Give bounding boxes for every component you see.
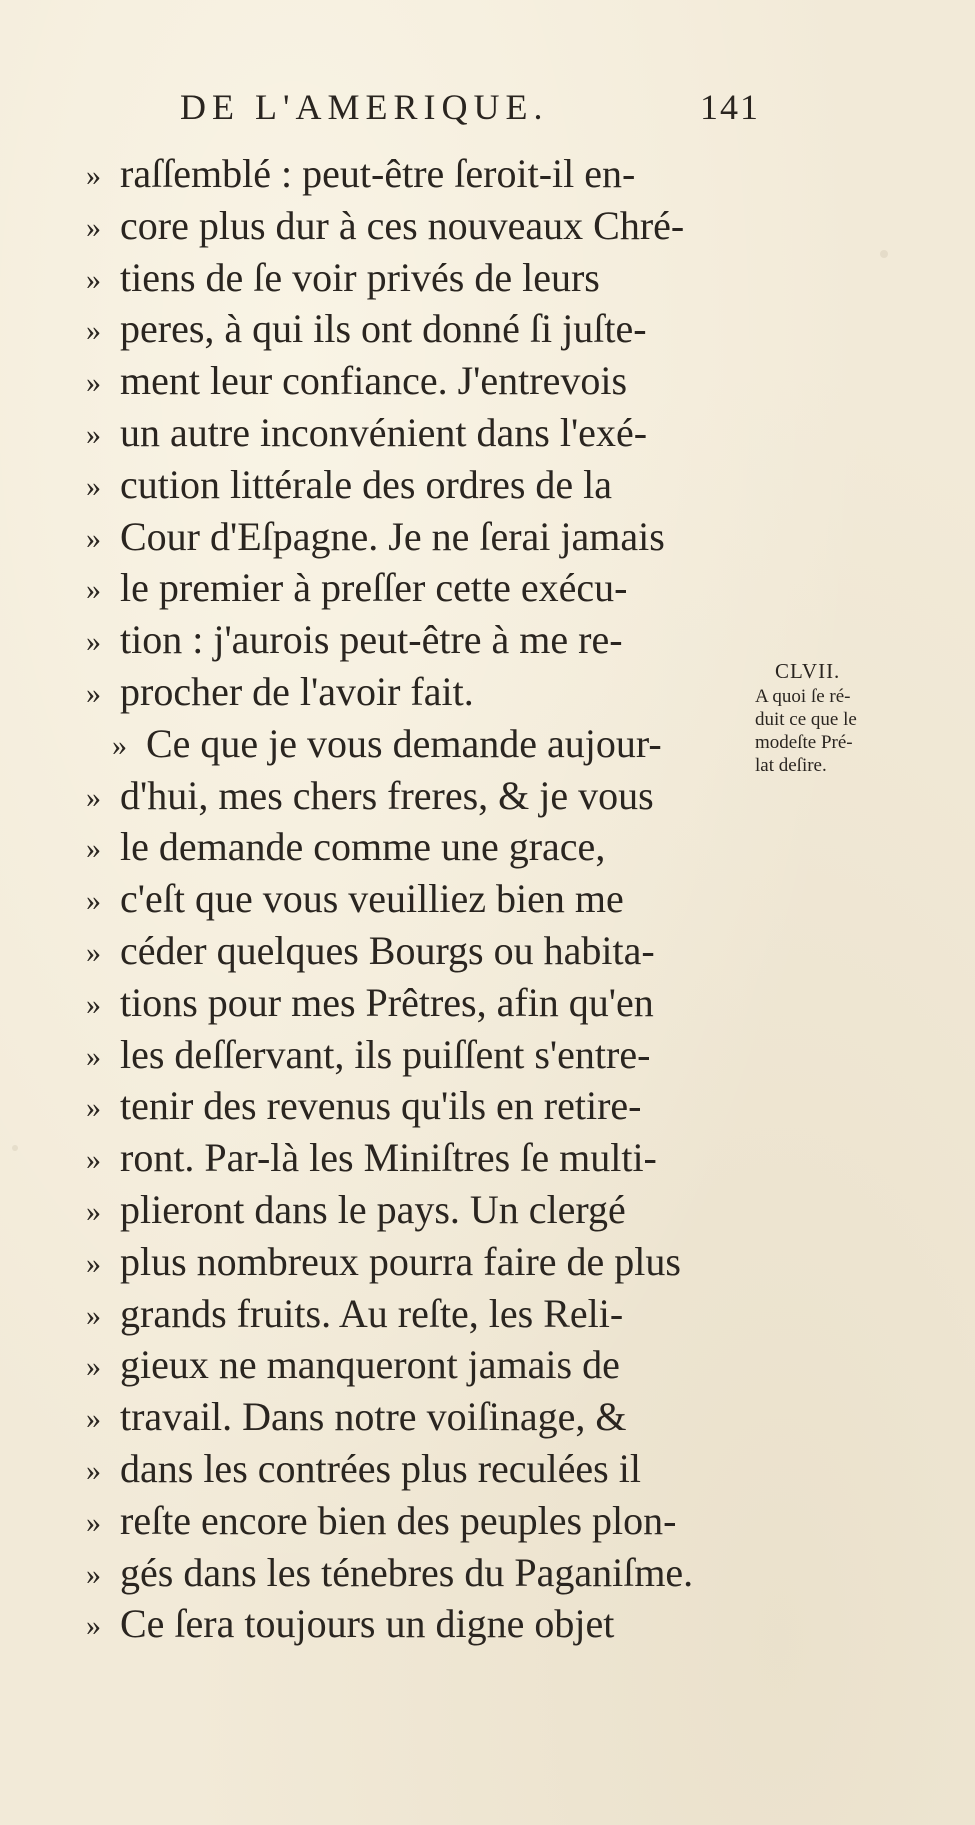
body-text: [86, 148, 746, 1650]
quote-mark: »: [86, 625, 101, 659]
paper-stain: [880, 250, 888, 258]
quote-mark: »: [86, 159, 101, 192]
line-text: c'eſt que vous veuilliez bien me: [120, 876, 624, 922]
text-line: [86, 252, 746, 304]
line-text: tions pour mes Prêtres, afin qu'en: [120, 979, 654, 1025]
quote-mark: »: [86, 1194, 101, 1228]
quote-mark: »: [86, 1453, 101, 1487]
page-header: [180, 86, 760, 136]
quote-mark: »: [86, 1505, 101, 1539]
margin-note-number: CLVII.: [775, 659, 841, 683]
quote-mark: »: [86, 987, 101, 1021]
line-text: plieront dans le pays. Un clergé: [120, 1186, 626, 1232]
line-text: Cour d'Eſpagne. Je ne ſerai jamais: [120, 513, 665, 559]
quote-mark: »: [86, 1402, 101, 1436]
text-line: [86, 355, 746, 407]
line-text: procher de l'avoir fait.: [120, 668, 474, 714]
margin-note-line: lat deſire.: [755, 755, 827, 776]
text-line: [86, 1184, 746, 1236]
line-text: Ce que je vous demande aujour-: [146, 720, 662, 766]
text-line: [86, 459, 746, 511]
text-line: [86, 200, 746, 252]
line-text: céder quelques Bourgs ou habita-: [120, 927, 655, 973]
text-line: [86, 148, 746, 200]
text-line: [86, 614, 746, 666]
text-line: [86, 666, 746, 718]
text-line: [86, 925, 746, 977]
quote-mark: »: [112, 728, 127, 762]
line-text: ront. Par-là les Miniſtres ſe multi-: [120, 1135, 657, 1181]
line-text: les deſſervant, ils puiſſent s'entre-: [120, 1031, 651, 1077]
line-text: tiens de ſe voir privés de leurs: [120, 254, 600, 300]
margin-note-line: duit ce que le: [755, 709, 857, 730]
running-title: DE L'AMERIQUE.: [180, 87, 549, 127]
text-line: [86, 1391, 746, 1443]
quote-mark: »: [86, 521, 101, 555]
line-text: cution littérale des ordres de la: [120, 461, 613, 507]
text-line: [86, 770, 746, 822]
margin-note-line: A quoi ſe ré-: [755, 686, 851, 707]
quote-mark: »: [86, 884, 101, 918]
quote-mark: »: [86, 1091, 101, 1125]
quote-mark: »: [86, 1557, 101, 1591]
line-text: peres, à qui ils ont donné ſi juſte-: [120, 306, 647, 352]
line-text: reſte encore bien des peuples plon-: [120, 1497, 677, 1543]
text-line: [86, 1339, 746, 1391]
line-text: ment leur confiance. J'entrevois: [120, 358, 628, 404]
line-text: tion : j'aurois peut-être à me re-: [120, 617, 623, 663]
text-line: [86, 1598, 746, 1650]
text-line: [86, 1547, 746, 1599]
line-text: raſſemblé : peut-être ſeroit-il en-: [120, 151, 636, 196]
text-line: [86, 562, 746, 614]
quote-mark: »: [86, 1246, 101, 1280]
text-line: [86, 1236, 746, 1288]
quote-mark: »: [86, 573, 101, 607]
line-text: le demande comme une grace,: [120, 824, 606, 870]
text-line: [86, 873, 746, 925]
quote-mark: »: [86, 1350, 101, 1384]
quote-mark: »: [86, 314, 101, 348]
quote-mark: »: [86, 210, 101, 244]
quote-mark: »: [86, 780, 101, 814]
margin-note: [755, 660, 955, 777]
text-line: [86, 1080, 746, 1132]
text-line: [86, 977, 746, 1029]
quote-mark: »: [86, 262, 101, 296]
quote-mark: »: [86, 417, 101, 451]
line-text: d'hui, mes chers freres, & je vous: [120, 772, 654, 818]
text-line: [86, 407, 746, 459]
quote-mark: »: [86, 469, 101, 503]
line-text: gés dans les ténebres du Paganiſme.: [120, 1549, 694, 1595]
line-text: Ce ſera toujours un digne objet: [120, 1601, 615, 1647]
quote-mark: »: [86, 1298, 101, 1332]
text-line: [86, 1029, 746, 1081]
line-text: gieux ne manqueront jamais de: [120, 1342, 620, 1388]
quote-mark: »: [86, 1609, 101, 1643]
line-text: dans les contrées plus reculées il: [120, 1445, 641, 1491]
quote-mark: »: [86, 832, 101, 866]
text-line: [86, 821, 746, 873]
paper-stain: [12, 1145, 18, 1151]
line-text: un autre inconvénient dans l'exé-: [120, 409, 648, 455]
text-line-paragraph-start: [86, 718, 746, 770]
quote-mark: »: [86, 935, 101, 969]
line-text: travail. Dans notre voiſinage, &: [120, 1394, 627, 1440]
line-text: le premier à preſſer cette exécu-: [120, 565, 628, 611]
page-number: 141: [700, 87, 760, 127]
text-line: [86, 1132, 746, 1184]
line-text: core plus dur à ces nouveaux Chré-: [120, 202, 685, 248]
line-text: plus nombreux pourra faire de plus: [120, 1238, 681, 1284]
quote-mark: »: [86, 676, 101, 710]
quote-mark: »: [86, 1143, 101, 1177]
text-line: [86, 1443, 746, 1495]
text-line: [86, 303, 746, 355]
line-text: tenir des revenus qu'ils en retire-: [120, 1083, 642, 1129]
text-line: [86, 511, 746, 563]
text-line: [86, 1288, 746, 1340]
line-text: grands fruits. Au reſte, les Reli-: [120, 1290, 624, 1336]
margin-note-line: modeſte Pré-: [755, 732, 853, 753]
quote-mark: »: [86, 366, 101, 400]
quote-mark: »: [86, 1039, 101, 1073]
text-line: [86, 1495, 746, 1547]
